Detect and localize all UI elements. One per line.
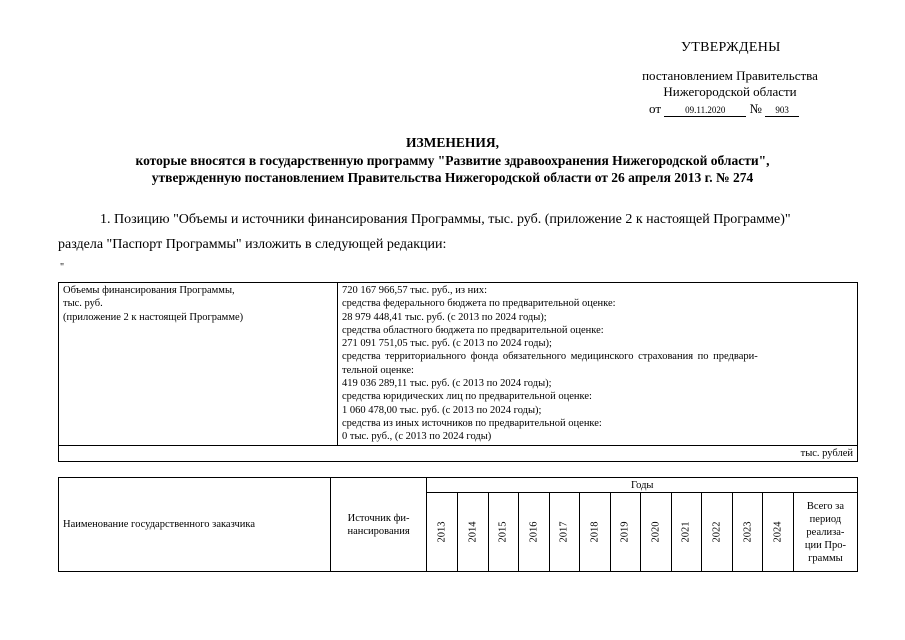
number-sign: № [749, 101, 762, 116]
year-header: 2022 [702, 493, 733, 572]
paragraph-1: 1. Позицию "Объемы и источники финансирования Программы, тыс. руб. (приложение 2 к настоящей Программе)" [100, 212, 791, 227]
year-header: 2013 [427, 493, 458, 572]
funding-value-line: средства территориального фонда обязательного медицинского страхования по предвари- [342, 351, 758, 363]
year-header: 2014 [457, 493, 488, 572]
year-header: 2016 [519, 493, 550, 572]
funding-value-cell [338, 283, 858, 446]
from-label: от [649, 101, 662, 116]
funding-value-line: средства юридических лиц по предварительной оценке: [342, 391, 592, 403]
total-header-line: Всего за [806, 500, 844, 512]
funding-label-line: Объемы финансирования Программы, [63, 285, 235, 296]
funding-value-line: средства областного бюджета по предварительной оценке: [342, 324, 604, 336]
funding-table [58, 282, 858, 462]
col-customer-header: Наименование государственного заказчика [59, 478, 331, 572]
doc-subtitle-1: которые вносятся в государственную программу "Развитие здравоохранения Нижегородской области", [135, 153, 770, 168]
funding-value-line: 271 091 751,05 тыс. руб. (с 2013 по 2024 годы); [342, 338, 552, 350]
funding-value-line: 720 167 966,57 тыс. руб., из них: [342, 285, 488, 296]
col-source-line: Источник фи- [347, 512, 410, 524]
year-header: 2021 [671, 493, 702, 572]
year-header: 2019 [610, 493, 641, 572]
year-header: 2018 [580, 493, 611, 572]
col-source-header [330, 478, 427, 572]
table-row [59, 445, 858, 461]
table-row [59, 478, 858, 493]
funding-label-line: (приложение 2 к настоящей Программе) [63, 311, 244, 323]
doc-subtitle-2: утвержденную постановлением Правительства Нижегородской области от 26 апреля 2013 г. № 274 [151, 170, 754, 185]
years-table [58, 477, 858, 572]
total-header-line: реализа- [806, 526, 845, 538]
funding-value-line: 28 979 448,41 тыс. руб. (с 2013 по 2024 годы); [342, 311, 547, 323]
year-header: 2015 [488, 493, 519, 572]
funding-value-line: тельной оценке: [342, 364, 414, 376]
funding-value-line: 419 036 289,11 тыс. руб. (с 2013 по 2024 годы); [342, 378, 552, 390]
funding-value-line: 1 060 478,00 тыс. руб. (с 2013 по 2024 годы); [342, 404, 542, 416]
funding-value-line: средства из иных источников по предварительной оценке: [342, 417, 602, 429]
approved-line-1: постановлением Правительства [642, 68, 818, 83]
year-header: 2020 [641, 493, 672, 572]
year-header: 2017 [549, 493, 580, 572]
units-label: тыс. рублей [59, 445, 858, 461]
opening-quote: " [60, 262, 65, 273]
funding-label-line: тыс. руб. [63, 298, 103, 310]
approval-date-number [649, 101, 799, 117]
total-header-line: период [809, 513, 842, 525]
approval-number: 903 [765, 104, 799, 117]
total-header-line: граммы [808, 552, 843, 564]
col-source-line: нансирования [347, 525, 410, 537]
table-row [59, 283, 858, 446]
paragraph-2: раздела "Паспорт Программы" изложить в следующей редакции: [58, 237, 447, 252]
doc-title: ИЗМЕНЕНИЯ, [405, 135, 499, 150]
years-group-header: Годы [427, 478, 858, 493]
approved-heading: УТВЕРЖДЕНЫ [681, 40, 781, 55]
year-header: 2023 [732, 493, 763, 572]
approved-line-2: Нижегородской области [663, 84, 797, 99]
year-header: 2024 [763, 493, 794, 572]
total-header-line: ции Про- [804, 539, 846, 551]
funding-value-line: 0 тыс. руб., (с 2013 по 2024 годы) [342, 431, 492, 443]
approval-date: 09.11.2020 [664, 104, 746, 117]
total-header [793, 493, 857, 572]
funding-label-cell [59, 283, 338, 446]
funding-value-line: средства федерального бюджета по предварительной оценке: [342, 298, 616, 310]
